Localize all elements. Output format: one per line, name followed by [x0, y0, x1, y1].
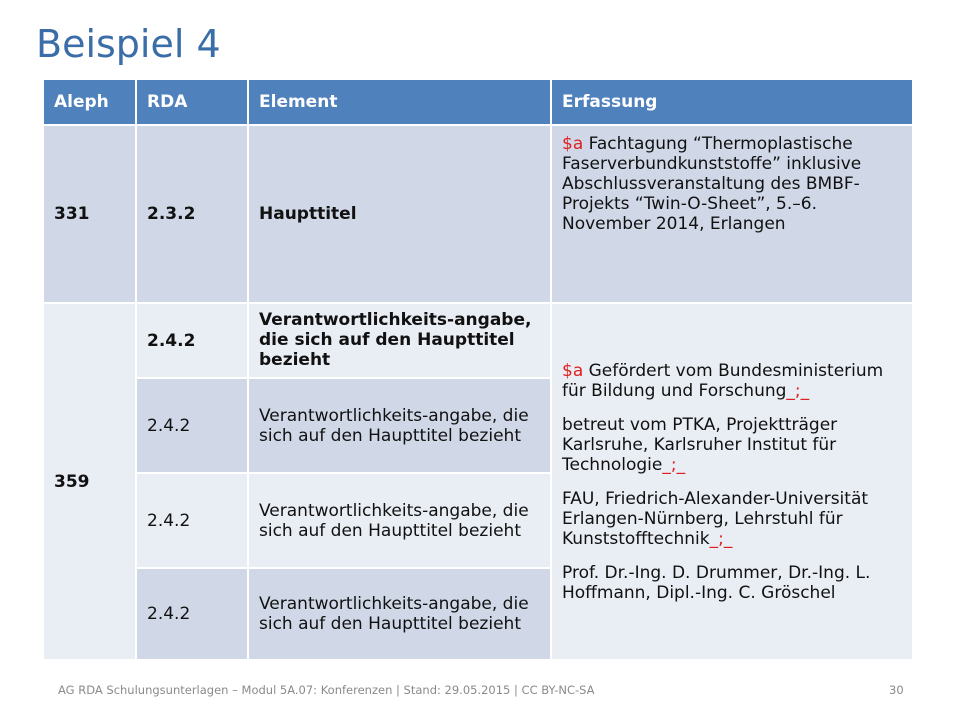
cell-element: Verantwortlichkeits-angabe, die sich auf den Haupttitel bezieht: [248, 378, 551, 473]
erfassung-paragraph: [562, 361, 902, 401]
cell-element: Verantwortlichkeits-angabe, die sich auf den Haupttitel bezieht: [248, 303, 551, 378]
cell-element: Verantwortlichkeits-angabe, die sich auf den Haupttitel bezieht: [248, 568, 551, 660]
cell-aleph-group: 359: [43, 303, 136, 660]
cell-element: Haupttitel: [248, 125, 551, 303]
cell-rda: 2.4.2: [136, 303, 248, 378]
erfassung-paragraph: [562, 563, 902, 603]
header-element: Element: [248, 79, 551, 125]
erfassung-text: Gefördert vom Bundesministerium für Bildung und Forschung: [562, 360, 884, 401]
rda-table: [42, 78, 914, 661]
cell-rda: 2.3.2: [136, 125, 248, 303]
header-erfassung: Erfassung: [551, 79, 913, 125]
cell-erfassung-group: [551, 303, 913, 660]
slide-title: Beispiel 4: [36, 22, 221, 66]
subfield-code: $a: [562, 360, 584, 381]
erfassung-paragraph: [562, 415, 902, 475]
cell-element: Verantwortlichkeits-angabe, die sich auf den Haupttitel bezieht: [248, 473, 551, 568]
cell-aleph: 331: [43, 125, 136, 303]
separator: _;_: [786, 380, 810, 401]
erfassung-text: Prof. Dr.-Ing. D. Drummer, Dr.-Ing. L. Hoffmann, Dipl.-Ing. C. Gröschel: [562, 562, 871, 603]
subfield-code: $a: [562, 134, 584, 154]
table-header-row: [43, 79, 913, 125]
erfassung-text: Fachtagung “Thermoplastische Faserverbundkunststoffe” inklusive Abschlussveranstaltung des BMBF-Projekts “Twin-O-Sheet”, 5.–6. November 2014, Erlangen: [562, 134, 862, 234]
header-rda: RDA: [136, 79, 248, 125]
page-number: 30: [889, 683, 904, 697]
separator: _;_: [662, 454, 686, 475]
cell-erfassung: [551, 125, 913, 303]
separator: _;_: [709, 528, 733, 549]
cell-rda: 2.4.2: [136, 568, 248, 660]
table-row: [43, 125, 913, 303]
erfassung-text: FAU, Friedrich-Alexander-Universität Erlangen-Nürnberg, Lehrstuhl für Kunststofftechnik: [562, 488, 869, 549]
table-row: [43, 303, 913, 378]
erfassung-text: betreut vom PTKA, Projektträger Karlsruhe, Karlsruher Institut für Technologie: [562, 414, 838, 475]
erfassung-paragraph: [562, 489, 902, 549]
cell-rda: 2.4.2: [136, 378, 248, 473]
cell-rda: 2.4.2: [136, 473, 248, 568]
header-aleph: Aleph: [43, 79, 136, 125]
footer-text: AG RDA Schulungsunterlagen – Modul 5A.07: Konferenzen | Stand: 29.05.2015 | CC BY-NC-SA: [58, 683, 595, 697]
